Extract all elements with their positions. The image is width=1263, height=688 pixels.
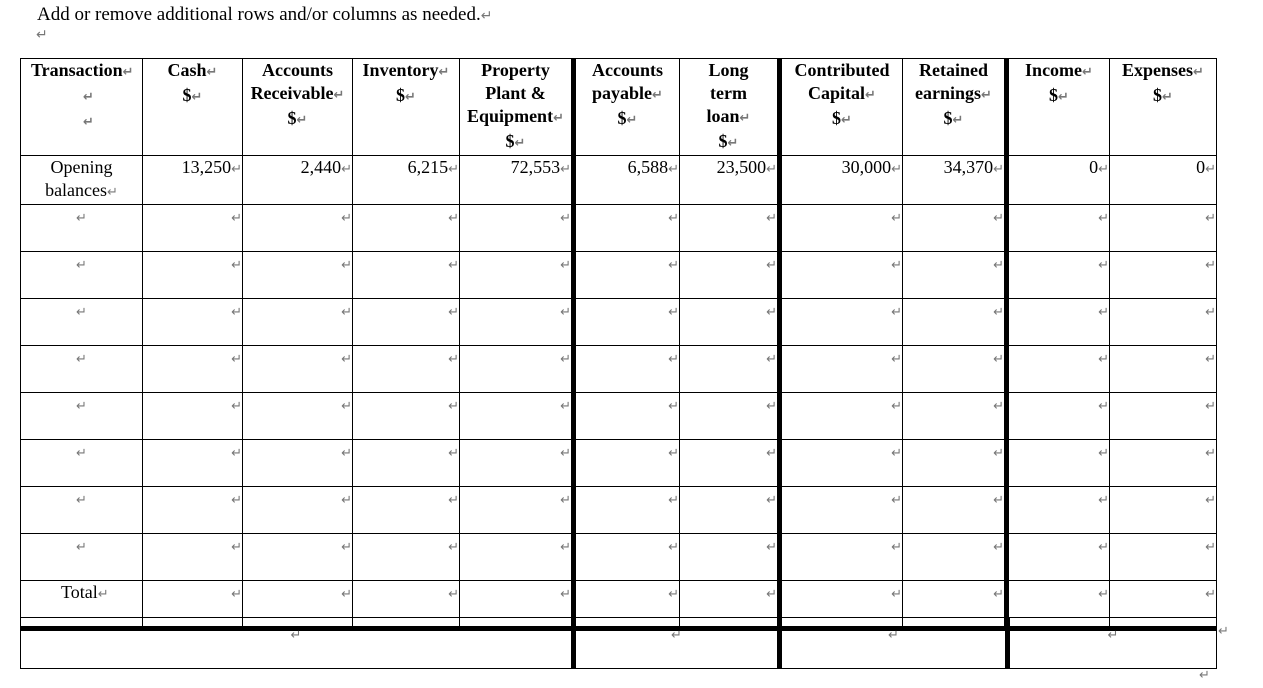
table-cell[interactable]: ↵ xyxy=(460,440,574,487)
table-cell[interactable]: ↵ xyxy=(21,440,143,487)
table-cell[interactable]: ↵ xyxy=(21,299,143,346)
table-cell[interactable]: ↵ xyxy=(21,205,143,252)
instruction-text xyxy=(37,4,492,26)
paragraph-mark-icon: ↵ xyxy=(36,27,48,43)
table-cell[interactable]: ↵ xyxy=(143,346,243,393)
table-cell[interactable]: ↵ xyxy=(680,299,780,346)
table-row xyxy=(21,205,1217,252)
table-cell[interactable]: ↵ xyxy=(1007,440,1110,487)
table-cell[interactable]: ↵ xyxy=(353,252,460,299)
table-cell[interactable]: ↵ xyxy=(143,440,243,487)
table-cell[interactable]: ↵ xyxy=(1007,534,1110,581)
total-cash[interactable]: ↵ xyxy=(143,581,243,629)
table-cell[interactable]: ↵ xyxy=(680,346,780,393)
table-cell[interactable]: ↵ xyxy=(780,440,903,487)
table-cell[interactable]: ↵ xyxy=(903,205,1007,252)
table-cell[interactable]: ↵ xyxy=(574,487,680,534)
opening-contributed-capital[interactable]: 30,000↵ xyxy=(780,156,903,205)
table-cell[interactable]: ↵ xyxy=(780,205,903,252)
table-cell[interactable]: ↵ xyxy=(680,440,780,487)
header-transaction[interactable]: Transaction↵ ↵ ↵ xyxy=(21,59,143,156)
table-row xyxy=(21,534,1217,581)
header-cash[interactable]: Cash↵ $↵ xyxy=(143,59,243,156)
table-cell[interactable]: ↵ xyxy=(1007,205,1110,252)
table-cell[interactable]: ↵ xyxy=(143,534,243,581)
summary-income-expenses-cell[interactable]: ↵ xyxy=(1008,618,1217,669)
table-cell[interactable]: ↵ xyxy=(460,205,574,252)
table-cell[interactable]: ↵ xyxy=(143,205,243,252)
table-cell[interactable]: ↵ xyxy=(903,534,1007,581)
table-cell[interactable]: ↵ xyxy=(243,440,353,487)
table-cell[interactable]: ↵ xyxy=(780,252,903,299)
total-accounts-receivable[interactable]: ↵ xyxy=(243,581,353,629)
table-cell[interactable]: ↵ xyxy=(903,393,1007,440)
table-row xyxy=(21,252,1217,299)
table-cell[interactable]: ↵ xyxy=(460,534,574,581)
table-row xyxy=(21,487,1217,534)
table-cell[interactable]: ↵ xyxy=(353,346,460,393)
opening-cash[interactable]: 13,250↵ xyxy=(143,156,243,205)
opening-ppe[interactable]: 72,553↵ xyxy=(460,156,574,205)
table-row xyxy=(21,299,1217,346)
table-cell[interactable]: ↵ xyxy=(460,487,574,534)
opening-accounts-payable[interactable]: 6,588↵ xyxy=(574,156,680,205)
table-cell[interactable]: ↵ xyxy=(903,346,1007,393)
table-cell[interactable]: ↵ xyxy=(353,440,460,487)
table-cell[interactable]: ↵ xyxy=(1110,393,1217,440)
table-cell[interactable]: ↵ xyxy=(21,487,143,534)
table-cell[interactable]: ↵ xyxy=(353,393,460,440)
table-cell[interactable]: ↵ xyxy=(1110,346,1217,393)
summary-row xyxy=(21,618,1217,669)
header-row xyxy=(21,59,1217,156)
opening-accounts-receivable[interactable]: 2,440↵ xyxy=(243,156,353,205)
table-cell[interactable]: ↵ xyxy=(460,299,574,346)
table-cell[interactable]: ↵ xyxy=(1007,487,1110,534)
summary-equity-cell[interactable]: ↵ xyxy=(780,618,1008,669)
total-retained-earnings[interactable]: ↵ xyxy=(903,581,1007,629)
header-ppe[interactable]: Property Plant & Equipment↵ $↵ xyxy=(460,59,574,156)
total-long-term-loan[interactable]: ↵ xyxy=(680,581,780,629)
total-income[interactable]: ↵ xyxy=(1007,581,1110,629)
table-cell[interactable]: ↵ xyxy=(1007,346,1110,393)
table-cell[interactable]: ↵ xyxy=(680,534,780,581)
table-cell[interactable]: ↵ xyxy=(1007,299,1110,346)
table-cell[interactable]: ↵ xyxy=(1110,487,1217,534)
table-cell[interactable]: ↵ xyxy=(460,346,574,393)
summary-table xyxy=(20,617,1217,669)
table-cell[interactable]: ↵ xyxy=(680,252,780,299)
table-cell[interactable]: ↵ xyxy=(680,205,780,252)
table-cell[interactable]: ↵ xyxy=(143,299,243,346)
header-accounts-receivable[interactable]: Accounts Receivable↵ $↵ xyxy=(243,59,353,156)
instruction-label: Add or remove additional rows and/or columns as needed. xyxy=(37,4,481,25)
table-row xyxy=(21,346,1217,393)
table-cell[interactable]: ↵ xyxy=(243,346,353,393)
opening-long-term-loan[interactable]: 23,500↵ xyxy=(680,156,780,205)
table-cell[interactable]: ↵ xyxy=(780,393,903,440)
table-cell[interactable]: ↵ xyxy=(353,534,460,581)
table-cell[interactable]: ↵ xyxy=(574,205,680,252)
table-cell[interactable]: ↵ xyxy=(21,393,143,440)
table-cell[interactable]: ↵ xyxy=(143,252,243,299)
table-row xyxy=(21,393,1217,440)
header-income[interactable]: Income↵ $↵ xyxy=(1007,59,1110,156)
table-cell[interactable]: ↵ xyxy=(680,487,780,534)
table-cell[interactable]: ↵ xyxy=(1110,205,1217,252)
table-cell[interactable]: ↵ xyxy=(243,205,353,252)
header-retained-earnings[interactable]: Retained earnings↵ $↵ xyxy=(903,59,1007,156)
table-cell[interactable]: ↵ xyxy=(1110,440,1217,487)
table-cell[interactable]: ↵ xyxy=(243,299,353,346)
table-cell[interactable]: ↵ xyxy=(1110,299,1217,346)
table-cell[interactable]: ↵ xyxy=(21,534,143,581)
table-cell[interactable]: ↵ xyxy=(780,534,903,581)
header-inventory[interactable]: Inventory↵ $↵ xyxy=(353,59,460,156)
header-accounts-payable[interactable]: Accounts payable↵ $↵ xyxy=(574,59,680,156)
table-cell[interactable]: ↵ xyxy=(243,252,353,299)
table-cell[interactable]: ↵ xyxy=(1110,534,1217,581)
table-cell[interactable]: ↵ xyxy=(243,393,353,440)
total-accounts-payable[interactable]: ↵ xyxy=(574,581,680,629)
table-cell[interactable]: ↵ xyxy=(780,346,903,393)
opening-label-cell[interactable]: Opening balances↵ xyxy=(21,156,143,205)
table-cell[interactable]: ↵ xyxy=(353,205,460,252)
table-cell[interactable]: ↵ xyxy=(353,487,460,534)
total-contributed-capital[interactable]: ↵ xyxy=(780,581,903,629)
table-cell[interactable]: ↵ xyxy=(143,393,243,440)
table-cell[interactable]: ↵ xyxy=(574,393,680,440)
table-cell[interactable]: ↵ xyxy=(903,487,1007,534)
table-cell[interactable]: ↵ xyxy=(903,252,1007,299)
table-cell[interactable]: ↵ xyxy=(143,487,243,534)
paragraph-mark-icon: ↵ xyxy=(1218,624,1229,639)
table-cell[interactable]: ↵ xyxy=(21,346,143,393)
summary-assets-cell[interactable]: ↵ xyxy=(21,618,574,669)
summary-liabilities-cell[interactable]: ↵ xyxy=(574,618,780,669)
table-cell[interactable]: ↵ xyxy=(574,346,680,393)
table-cell[interactable]: ↵ xyxy=(21,252,143,299)
header-contributed-capital[interactable]: Contributed Capital↵ $↵ xyxy=(780,59,903,156)
table-cell[interactable]: ↵ xyxy=(903,440,1007,487)
header-expenses[interactable]: Expenses↵ $↵ xyxy=(1110,59,1217,156)
table-cell[interactable]: ↵ xyxy=(243,487,353,534)
table-cell[interactable]: ↵ xyxy=(780,299,903,346)
table-cell[interactable]: ↵ xyxy=(1007,393,1110,440)
total-ppe[interactable]: ↵ xyxy=(460,581,574,629)
table-cell[interactable]: ↵ xyxy=(574,252,680,299)
table-cell[interactable]: ↵ xyxy=(460,393,574,440)
table-cell[interactable]: ↵ xyxy=(1007,252,1110,299)
paragraph-mark-icon: ↵ xyxy=(480,8,493,24)
header-long-term-loan[interactable]: Long term loan↵ $↵ xyxy=(680,59,780,156)
table-cell[interactable]: ↵ xyxy=(460,252,574,299)
ledger-table xyxy=(20,58,1217,631)
opening-inventory[interactable]: 6,215↵ xyxy=(353,156,460,205)
table-cell[interactable]: ↵ xyxy=(1110,252,1217,299)
table-cell[interactable]: ↵ xyxy=(574,440,680,487)
table-cell[interactable]: ↵ xyxy=(903,299,1007,346)
table-cell[interactable]: ↵ xyxy=(574,534,680,581)
opening-retained-earnings[interactable]: 34,370↵ xyxy=(903,156,1007,205)
table-cell[interactable]: ↵ xyxy=(780,487,903,534)
table-cell[interactable]: ↵ xyxy=(574,299,680,346)
table-cell[interactable]: ↵ xyxy=(243,534,353,581)
total-label-cell[interactable]: Total↵ xyxy=(21,581,143,629)
opening-expenses[interactable]: 0↵ xyxy=(1110,156,1217,205)
total-expenses[interactable]: ↵ xyxy=(1110,581,1217,629)
table-cell[interactable]: ↵ xyxy=(353,299,460,346)
table-row xyxy=(21,440,1217,487)
opening-balances-row xyxy=(21,156,1217,205)
opening-income[interactable]: 0↵ xyxy=(1007,156,1110,205)
paragraph-mark-icon: ↵ xyxy=(1199,668,1210,683)
table-cell[interactable]: ↵ xyxy=(680,393,780,440)
total-inventory[interactable]: ↵ xyxy=(353,581,460,629)
